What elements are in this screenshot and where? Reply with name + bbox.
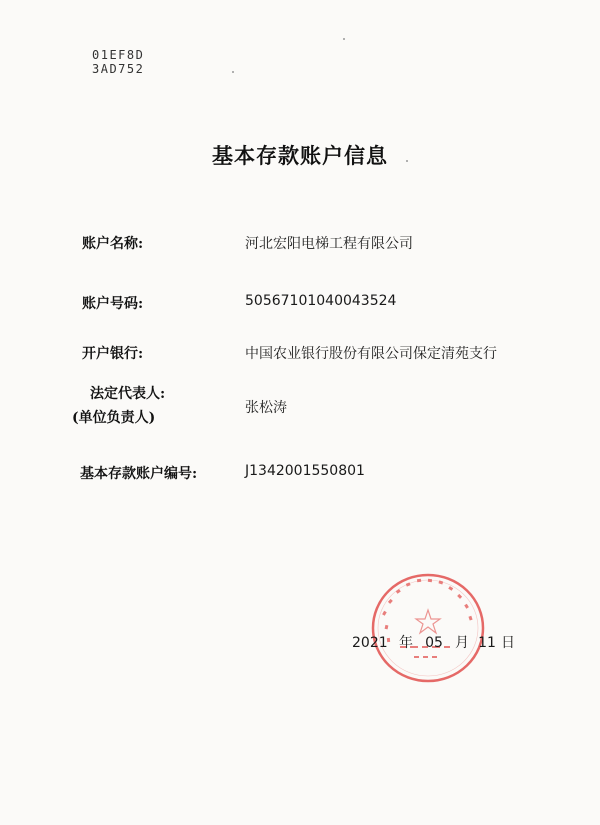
date-year: 2021 bbox=[352, 635, 388, 651]
account-number-value: 50567101040043524 bbox=[245, 293, 397, 309]
account-code-value: J1342001550801 bbox=[245, 463, 365, 479]
serial-code bbox=[92, 48, 144, 76]
date-month: 05 bbox=[425, 635, 443, 651]
account-number-label: 账户号码: bbox=[82, 296, 144, 312]
account-code-label: 基本存款账户编号: bbox=[80, 466, 198, 482]
scan-speck bbox=[232, 71, 234, 73]
account-name-value: 河北宏阳电梯工程有限公司 bbox=[245, 236, 413, 252]
date-line bbox=[352, 632, 518, 652]
serial-line-1: 01EF8D bbox=[92, 48, 145, 62]
date-day-label: 日 bbox=[501, 635, 515, 651]
date-month-label: 月 bbox=[455, 635, 469, 651]
scan-speck bbox=[406, 160, 408, 162]
legal-rep-value: 张松涛 bbox=[245, 400, 287, 416]
bank-label: 开户银行: bbox=[82, 346, 144, 362]
legal-rep-sublabel: (单位负责人) bbox=[72, 410, 156, 426]
account-name-label: 账户名称: bbox=[82, 236, 144, 252]
date-day: 11 bbox=[478, 635, 496, 651]
scan-speck bbox=[343, 38, 345, 40]
official-seal-icon bbox=[370, 572, 486, 684]
serial-line-2: 3AD752 bbox=[92, 62, 145, 76]
date-year-label: 年 bbox=[399, 635, 413, 651]
bank-value: 中国农业银行股份有限公司保定清苑支行 bbox=[245, 346, 497, 362]
legal-rep-label: 法定代表人: bbox=[90, 386, 166, 402]
page-title: 基本存款账户信息 bbox=[212, 143, 388, 168]
